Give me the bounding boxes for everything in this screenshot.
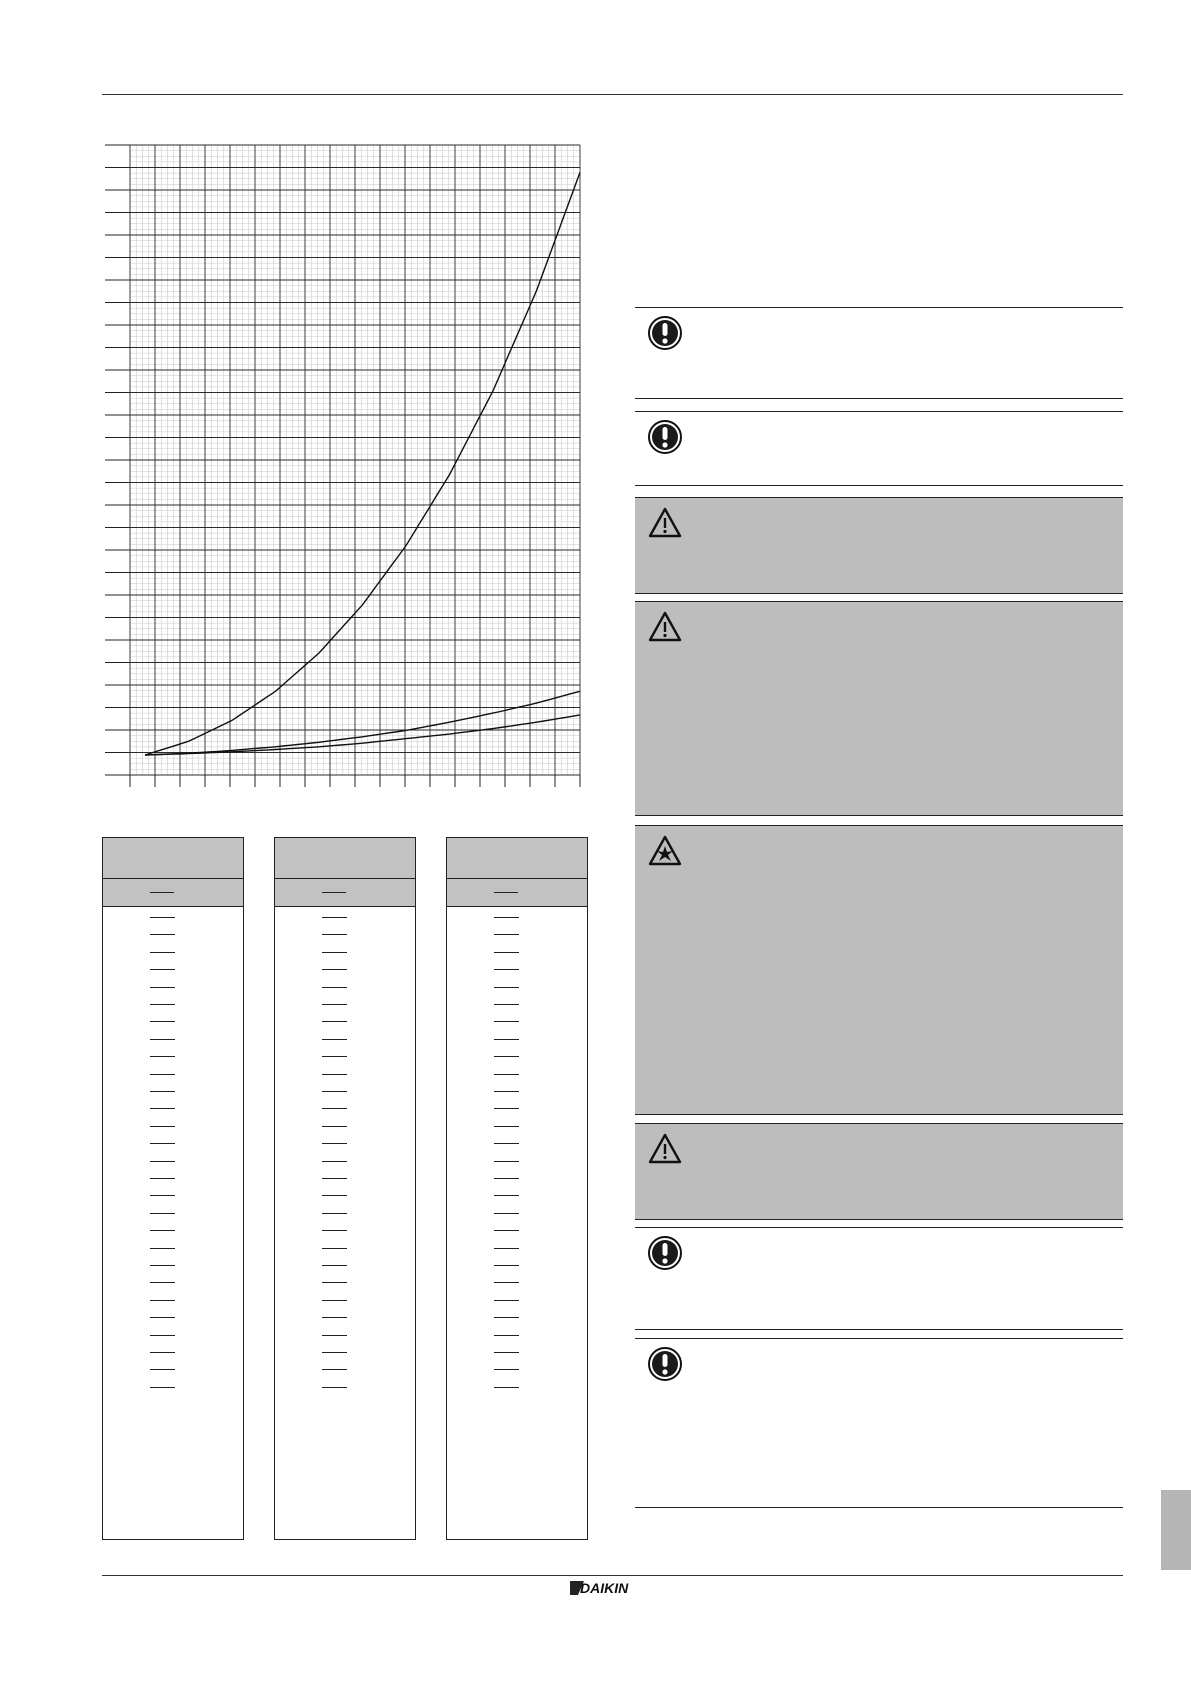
brand-text: DAIKIN: [580, 1580, 629, 1596]
table-row: [150, 1282, 175, 1283]
table-row: [494, 1126, 519, 1127]
table-row: [150, 987, 175, 988]
table-row: [150, 1195, 175, 1196]
table-row: [494, 1282, 519, 1283]
table-row: [322, 1021, 347, 1022]
safety-note: [635, 601, 1123, 816]
table-row: [322, 917, 347, 918]
table-row: [494, 1195, 519, 1196]
table-row: [494, 1387, 519, 1388]
data-table-3: [446, 837, 588, 1540]
table-row: [322, 1178, 347, 1179]
table-row: [494, 1369, 519, 1370]
table-row: [150, 1091, 175, 1092]
table-row: [150, 1265, 175, 1266]
table-row: [494, 1335, 519, 1336]
data-table-1: [102, 837, 244, 1540]
note-top-rule: [635, 825, 1123, 826]
table-row: [322, 1248, 347, 1249]
table-row: [322, 1369, 347, 1370]
note-top-rule: [635, 307, 1123, 308]
table-row: [150, 1352, 175, 1353]
table-row: [494, 1265, 519, 1266]
note-bottom-rule: [635, 1114, 1123, 1115]
table-row: [322, 969, 347, 970]
note-bottom-rule: [635, 485, 1123, 486]
table-row: [494, 1230, 519, 1231]
note-bottom-rule: [635, 1507, 1123, 1508]
table-row: [494, 1074, 519, 1075]
safety-note: [635, 1123, 1123, 1220]
header-rule: [102, 94, 1123, 95]
section-tab-marker: [1161, 1490, 1191, 1570]
table-header: [447, 838, 587, 879]
notice-icon: [647, 315, 683, 351]
safety-note: [635, 1227, 1123, 1330]
chart-curve-2: [145, 691, 580, 755]
notice-icon: [647, 1235, 683, 1271]
notice-icon: [647, 1346, 683, 1382]
table-row: [322, 1352, 347, 1353]
table-row: [150, 934, 175, 935]
table-row: [322, 987, 347, 988]
daikin-logo: [570, 1577, 650, 1599]
table-row: [494, 1108, 519, 1109]
table-row: [322, 1335, 347, 1336]
safety-note: [635, 307, 1123, 399]
note-bottom-rule: [635, 593, 1123, 594]
note-bottom-rule: [635, 1219, 1123, 1220]
table-row: [150, 1178, 175, 1179]
table-row: [150, 1248, 175, 1249]
table-row: [322, 1074, 347, 1075]
table-row: [494, 1091, 519, 1092]
table-row: [494, 1039, 519, 1040]
table-row: [322, 934, 347, 935]
table-row: [150, 952, 175, 953]
table-unit-dash: [494, 892, 518, 893]
table-row: [150, 1074, 175, 1075]
warning-icon: [647, 505, 683, 541]
table-row: [150, 1143, 175, 1144]
safety-note: [635, 411, 1123, 486]
table-row: [150, 1004, 175, 1005]
table-row: [494, 934, 519, 935]
table-subheader: [103, 879, 243, 907]
table-row: [150, 1126, 175, 1127]
table-row: [150, 1369, 175, 1370]
note-bottom-rule: [635, 1329, 1123, 1330]
table-row: [322, 1056, 347, 1057]
table-row: [494, 917, 519, 918]
table-row: [494, 1317, 519, 1318]
table-row: [494, 952, 519, 953]
note-bottom-rule: [635, 398, 1123, 399]
chart-curve-3: [145, 715, 580, 755]
note-top-rule: [635, 601, 1123, 602]
table-unit-dash: [150, 892, 174, 893]
chart-curves: [145, 172, 580, 755]
table-row: [494, 1213, 519, 1214]
table-row: [494, 1021, 519, 1022]
table-header: [275, 838, 415, 879]
chart-major-grid: [130, 145, 580, 775]
table-row: [322, 1161, 347, 1162]
table-row: [494, 1178, 519, 1179]
table-row: [494, 1004, 519, 1005]
table-row: [322, 1265, 347, 1266]
note-top-rule: [635, 497, 1123, 498]
table-row: [322, 1039, 347, 1040]
table-subheader: [275, 879, 415, 907]
table-header: [103, 838, 243, 879]
table-row: [494, 1300, 519, 1301]
table-row: [494, 1248, 519, 1249]
table-row: [150, 1213, 175, 1214]
table-row: [494, 1352, 519, 1353]
table-row: [150, 1230, 175, 1231]
pressure-temperature-chart: [105, 140, 585, 790]
table-row: [494, 1056, 519, 1057]
table-row: [494, 1161, 519, 1162]
safety-note: [635, 825, 1123, 1115]
table-row: [150, 1300, 175, 1301]
table-row: [322, 1108, 347, 1109]
notice-icon: [647, 419, 683, 455]
table-subheader: [447, 879, 587, 907]
safety-note: [635, 497, 1123, 594]
explosion-hazard-icon: [647, 833, 683, 869]
table-row: [322, 1230, 347, 1231]
warning-icon: [647, 609, 683, 645]
table-row: [322, 1004, 347, 1005]
note-bottom-rule: [635, 815, 1123, 816]
note-top-rule: [635, 1123, 1123, 1124]
table-row: [150, 1161, 175, 1162]
table-row: [150, 1387, 175, 1388]
table-row: [322, 952, 347, 953]
table-row: [322, 1300, 347, 1301]
table-row: [150, 1021, 175, 1022]
table-row: [322, 1143, 347, 1144]
note-top-rule: [635, 411, 1123, 412]
table-row: [322, 1387, 347, 1388]
table-row: [150, 1317, 175, 1318]
table-row: [150, 1039, 175, 1040]
warning-icon: [647, 1131, 683, 1167]
table-row: [322, 1282, 347, 1283]
table-row: [322, 1195, 347, 1196]
data-table-2: [274, 837, 416, 1540]
table-row: [322, 1126, 347, 1127]
table-row: [150, 1056, 175, 1057]
note-top-rule: [635, 1338, 1123, 1339]
table-row: [494, 987, 519, 988]
table-row: [322, 1213, 347, 1214]
table-row: [322, 1317, 347, 1318]
table-row: [150, 917, 175, 918]
table-row: [150, 1335, 175, 1336]
table-row: [494, 1143, 519, 1144]
chart-curve-1: [145, 172, 580, 755]
table-row: [150, 969, 175, 970]
note-top-rule: [635, 1227, 1123, 1228]
table-row: [494, 969, 519, 970]
table-row: [150, 1108, 175, 1109]
table-unit-dash: [322, 892, 346, 893]
table-row: [322, 1091, 347, 1092]
safety-note: [635, 1338, 1123, 1508]
footer-rule: [102, 1575, 1123, 1576]
